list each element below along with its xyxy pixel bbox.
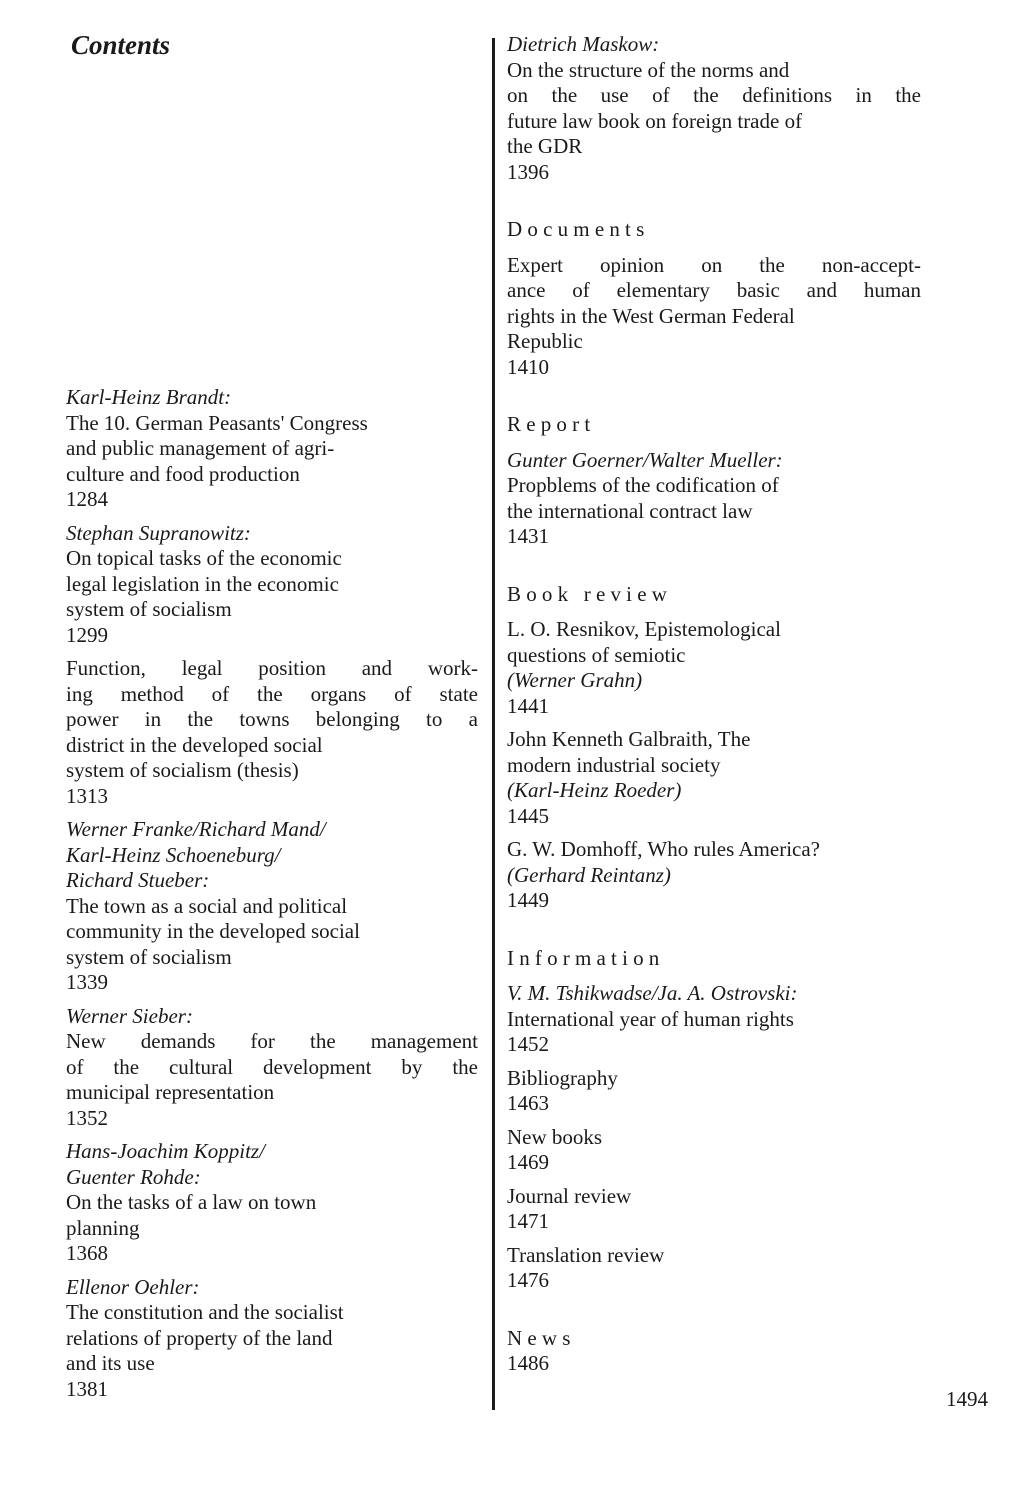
entry-title-line: rights in the West German Federal: [507, 303, 795, 328]
entry-title-line: The town as a social and political: [66, 893, 348, 918]
entry-page-number: 1410: [507, 354, 549, 379]
entry-title-line: On the tasks of a law on town: [66, 1190, 317, 1214]
entry-title-line: On topical tasks of the economic: [66, 546, 342, 570]
toc-entry: [66, 1275, 478, 1403]
page-number: 1494: [946, 1387, 988, 1411]
entry-page-number: 1471: [507, 1209, 549, 1233]
entry-title-line: of the cultural development by the: [66, 1054, 478, 1079]
toc-entry: [66, 385, 478, 513]
entry-title-line: G. W. Domhoff, Who rules America?: [507, 837, 821, 861]
toc-entry: [507, 981, 921, 1058]
toc-entry: [507, 448, 921, 550]
entry-author: Hans-Joachim Koppitz/: [66, 1139, 265, 1163]
toc-entry: [66, 656, 478, 809]
entry-author: Karl-Heinz Schoeneburg/: [66, 842, 281, 867]
entry-page-number: 1463: [507, 1091, 549, 1115]
left-column: [66, 385, 478, 1410]
toc-entry: [66, 1004, 478, 1132]
entry-page-number: 1449: [507, 888, 549, 912]
entry-title-line: questions of semiotic: [507, 642, 686, 667]
toc-entry: [507, 837, 921, 914]
toc-entry: [507, 1184, 921, 1235]
entry-title-line: ance of elementary basic and human: [507, 278, 921, 302]
entry-title-line: New demands for the management: [66, 1029, 478, 1053]
entry-title-line: municipal representation: [66, 1080, 275, 1104]
section-heading: Book review: [507, 581, 673, 606]
entry-title-line: system of socialism: [66, 597, 232, 621]
entry-title-line: The constitution and the socialist: [66, 1300, 344, 1324]
toc-entry: [507, 1243, 921, 1294]
entry-page-number: 1299: [66, 622, 108, 647]
entry-page-number: 1431: [507, 524, 549, 548]
entry-page-number: 1368: [66, 1241, 108, 1265]
entry-title-line: district in the developed social: [66, 732, 323, 757]
section-heading: Documents: [507, 217, 650, 241]
section-heading: Report: [507, 412, 596, 436]
section-heading: Information: [507, 945, 665, 970]
entry-reviewer: (Werner Grahn): [507, 668, 643, 692]
entry-author: Stephan Supranowitz:: [66, 520, 251, 545]
entry-title-line: modern industrial society: [507, 752, 721, 777]
entry-page-number: 1486: [507, 1351, 549, 1375]
entry-page-number: 1339: [66, 970, 108, 994]
entry-page-number: 1352: [66, 1105, 108, 1130]
entry-title-line: the international contract law: [507, 498, 753, 523]
entry-title-line: culture and food production: [66, 461, 300, 486]
entry-reviewer: (Gerhard Reintanz): [507, 862, 671, 887]
toc-entry: [507, 32, 921, 185]
entry-title-line: On the structure of the norms and: [507, 57, 790, 82]
toc-entry: [507, 1125, 921, 1176]
entry-page-number: 1476: [507, 1268, 549, 1292]
right-column: [507, 32, 921, 1385]
page-title: Contents: [71, 30, 171, 60]
entry-page-number: 1445: [507, 803, 549, 828]
toc-entry: [507, 1066, 921, 1117]
entry-title-line: and its use: [66, 1351, 155, 1375]
entry-author: V. M. Tshikwadse/Ja. A. Ostrovski:: [507, 981, 798, 1005]
entry-title-line: Translation review: [507, 1242, 665, 1267]
entry-title-line: system of socialism: [66, 944, 232, 969]
entry-title-line: Republic: [507, 329, 583, 353]
entry-author: Dietrich Maskow:: [507, 32, 660, 56]
toc-entry: [507, 617, 921, 719]
entry-title-line: L. O. Resnikov, Epistemological: [507, 617, 781, 641]
entry-title-line: community in the developed social: [66, 919, 360, 943]
entry-title-line: system of socialism (thesis): [66, 758, 299, 782]
entry-title-line: and public management of agri-: [66, 436, 335, 460]
toc-entry: [66, 521, 478, 649]
toc-entry: [507, 1351, 921, 1377]
toc-entry: [66, 817, 478, 996]
entry-author: Ellenor Oehler:: [66, 1274, 200, 1299]
entry-page-number: 1441: [507, 693, 549, 718]
entry-page-number: 1469: [507, 1150, 549, 1174]
entry-title-line: the GDR: [507, 134, 583, 158]
entry-title-line: planning: [66, 1215, 140, 1240]
entry-title-line: future law book on foreign trade of: [507, 108, 803, 133]
entry-title-line: The 10. German Peasants' Congress: [66, 410, 368, 435]
entry-title-line: relations of property of the land: [66, 1325, 333, 1350]
entry-title-line: legal legislation in the economic: [66, 571, 339, 596]
entry-author: Karl-Heinz Brandt:: [66, 385, 232, 409]
entry-title-line: Propblems of the codification of: [507, 473, 779, 497]
entry-page-number: 1284: [66, 487, 108, 511]
column-divider: [492, 38, 495, 1410]
entry-author: Guenter Rohde:: [66, 1164, 201, 1189]
entry-title-line: Function, legal position and work-: [66, 656, 478, 680]
entry-title-line: power in the towns belonging to a: [66, 707, 478, 731]
entry-author: Richard Stueber:: [66, 868, 210, 892]
entry-page-number: 1452: [507, 1032, 549, 1056]
entry-author: Werner Franke/Richard Mand/: [66, 817, 326, 841]
entry-author: Werner Sieber:: [66, 1003, 193, 1028]
entry-title-line: International year of human rights: [507, 1006, 794, 1031]
entry-author: Gunter Goerner/Walter Mueller:: [507, 447, 783, 472]
entry-title-line: Bibliography: [507, 1065, 618, 1090]
entry-page-number: 1313: [66, 783, 108, 808]
entry-title-line: John Kenneth Galbraith, The: [507, 727, 751, 751]
toc-entry: [507, 727, 921, 829]
entry-title-line: ing method of the organs of state: [66, 681, 478, 706]
entry-title-line: New books: [507, 1124, 603, 1149]
entry-reviewer: (Karl-Heinz Roeder): [507, 778, 682, 802]
section-heading: News: [507, 1325, 576, 1350]
entry-page-number: 1381: [66, 1376, 108, 1401]
toc-entry: [507, 253, 921, 381]
toc-entry: [66, 1139, 478, 1267]
entry-title-line: Journal review: [507, 1183, 632, 1208]
entry-page-number: 1396: [507, 159, 549, 184]
entry-title-line: on the use of the definitions in the: [507, 83, 921, 107]
entry-title-line: Expert opinion on the non-accept-: [507, 252, 921, 277]
